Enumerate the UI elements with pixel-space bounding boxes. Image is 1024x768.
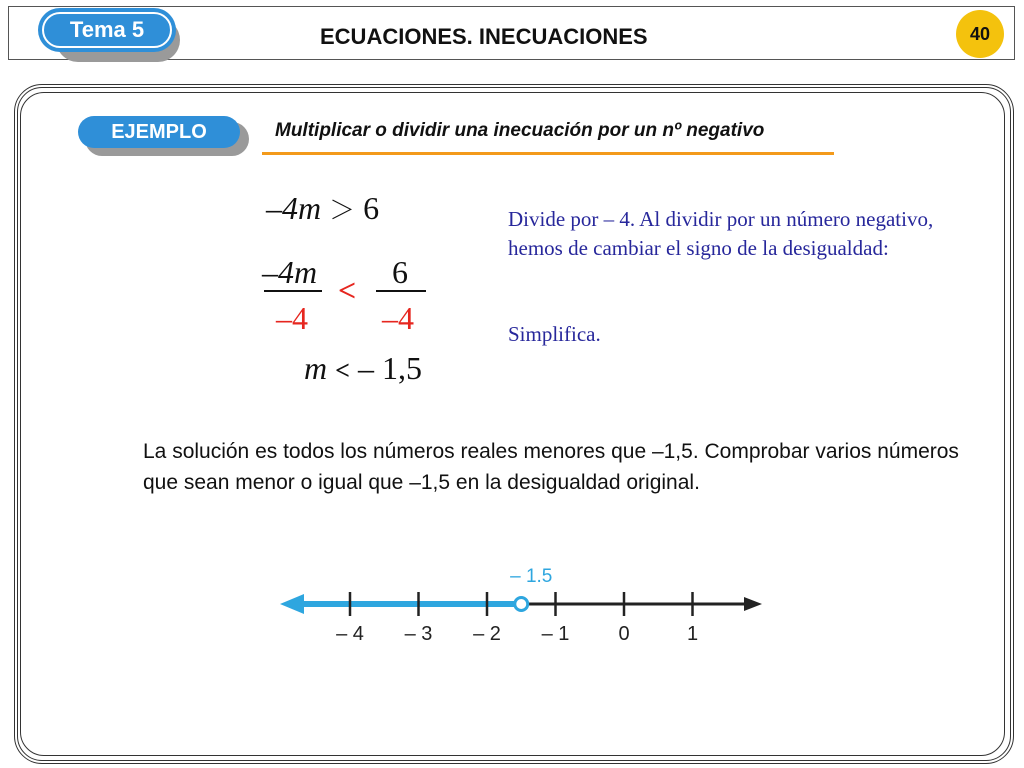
explanation-step1: Divide por – 4. Al dividir por un número negativo, hemos de cambiar el signo de la desigualdad: (508, 207, 934, 260)
fraction1-bar (264, 290, 322, 292)
fraction1-denominator: –4 (276, 300, 308, 336)
result-rhs: – 1,5 (357, 350, 422, 386)
number-line (270, 560, 770, 650)
page-number-badge: 40 (956, 10, 1004, 58)
line1-lhs: –4m (266, 190, 322, 226)
solution-paragraph: La solución es todos los números reales menores que –1,5. Comprobar varios números que sean menor o igual que –1,5 en la desigualdad original. (143, 440, 959, 494)
fraction1-numerator: –4m (262, 254, 318, 290)
ejemplo-badge: EJEMPLO (78, 116, 240, 148)
explanation-step2: Simplifica. (508, 322, 601, 346)
line1-rhs: 6 (363, 190, 380, 226)
tick-label: 0 (618, 623, 630, 645)
subtitle-underline (262, 152, 834, 155)
inequality-result (304, 350, 422, 387)
content-frame-inner (20, 92, 1005, 756)
page-title: ECUACIONES. INECUACIONES (320, 24, 648, 49)
fraction2-denominator: –4 (382, 300, 414, 336)
tema-badge[interactable] (38, 8, 176, 52)
result-variable: m (304, 350, 328, 386)
axis-arrow-right (744, 597, 762, 611)
example-subtitle: Multiplicar o dividir una inecuación por un nº negativo (275, 120, 765, 141)
tick-label: 1 (686, 623, 699, 645)
solution-arrow-left (280, 594, 304, 614)
result-operator: < (335, 356, 350, 385)
fraction2-numerator: 6 (392, 254, 408, 290)
open-circle-marker (515, 598, 528, 611)
tick-label: – 2 (473, 623, 501, 645)
tick-label: – 3 (404, 623, 433, 645)
marker-label: – 1.5 (510, 566, 553, 587)
fraction2-bar (376, 290, 426, 292)
tick-label: – 1 (541, 623, 570, 645)
tema-label: Tema 5 (42, 12, 172, 48)
line1-operator: ＞ (329, 196, 356, 225)
fraction-operator: < (338, 272, 357, 308)
inequality-line1 (266, 190, 379, 227)
tick-label: – 4 (336, 623, 364, 645)
